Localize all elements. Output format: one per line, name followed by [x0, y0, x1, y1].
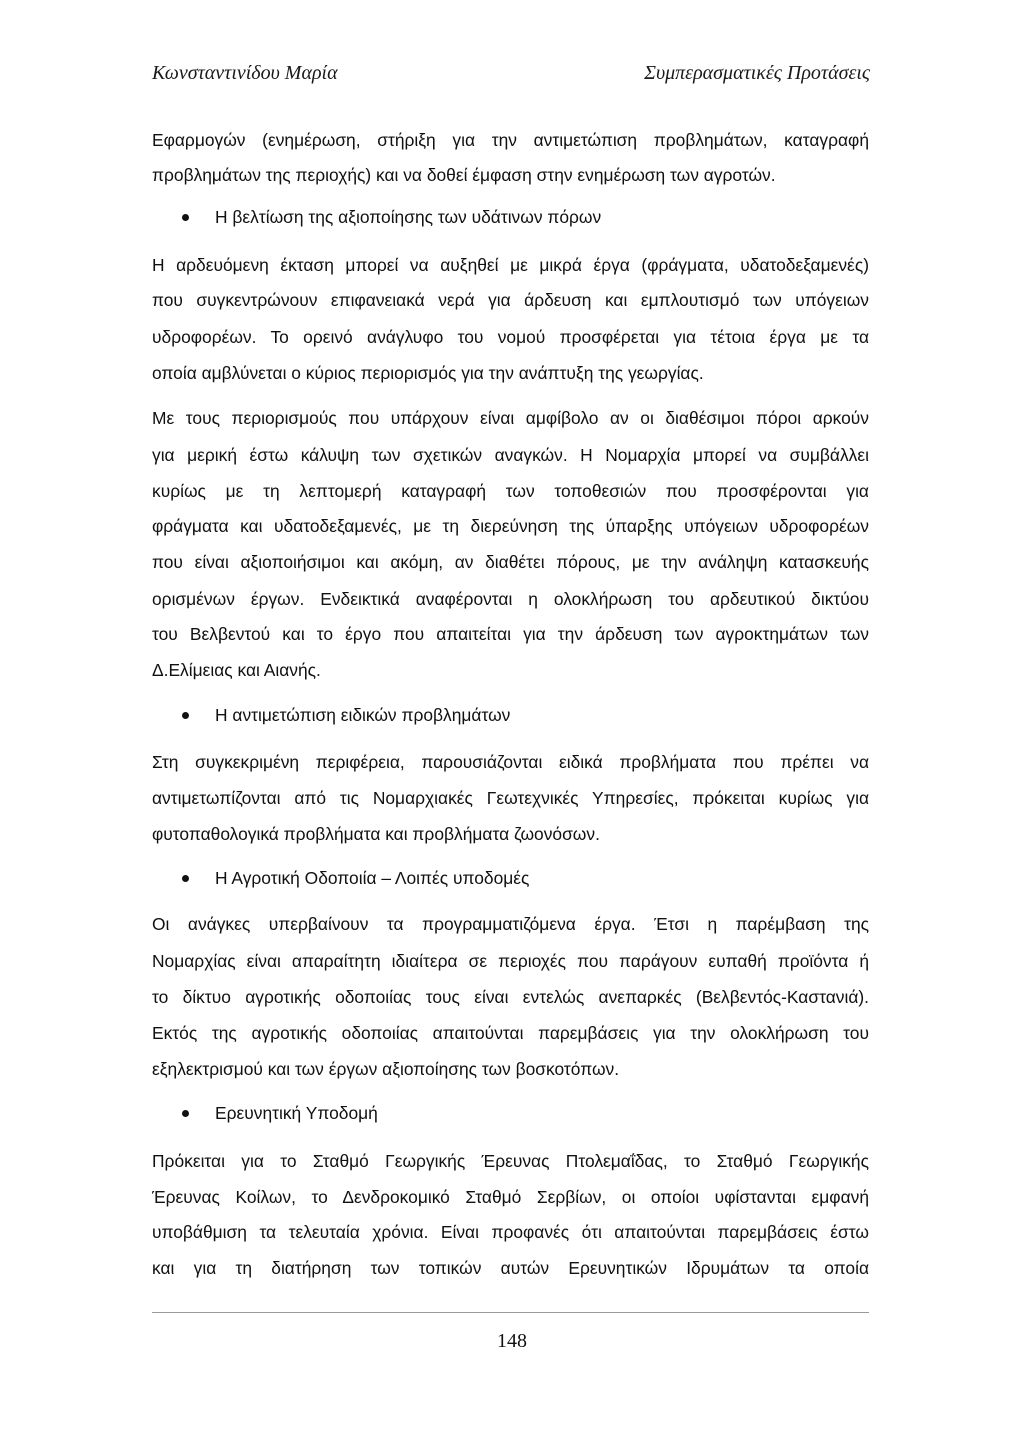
bullet-item-research-infrastructure: [178, 1101, 868, 1125]
para5-line-1: Οι ανάγκες υπερβαίνουν τα προγραμματιζόμενα έργα. Έτσι η παρέμβαση της: [152, 914, 869, 934]
para3-line-1: Με τους περιορισμούς που υπάρχουν είναι αμφίβολο αν οι διαθέσιμοι πόροι αρκούν: [152, 408, 869, 428]
para4-line-1: Στη συγκεκριμένη περιφέρεια, παρουσιάζονται ειδικά προβλήματα που πρέπει να: [152, 752, 869, 772]
para1-line-1: Εφαρμογών (ενημέρωση, στήριξη για την αντιμετώπιση προβλημάτων, καταγραφή: [152, 130, 869, 150]
bullet-label: Η αντιμετώπιση ειδικών προβλημάτων: [215, 705, 511, 725]
bullet-dot-icon: [182, 214, 189, 221]
header-section-title: Συμπερασματικές Προτάσεις: [644, 62, 870, 84]
para5-line-2: Νομαρχίας είναι απαραίτητη ιδιαίτερα σε περιοχές που παράγουν ευπαθή προϊόντα ή: [152, 951, 869, 971]
para5-line-3: το δίκτυο αγροτικής οδοποιίας τους είναι εντελώς ανεπαρκές (Βελβεντός-Καστανιά).: [152, 987, 869, 1007]
para2-line-4: οποία αμβλύνεται ο κύριος περιορισμός για την ανάπτυξη της γεωργίας.: [152, 363, 704, 383]
para6-line-4: και για τη διατήρηση των τοπικών αυτών Ερευνητικών Ιδρυμάτων τα οποία: [152, 1258, 869, 1278]
bullet-item-special-problems: [178, 703, 868, 727]
bullet-label: Ερευνητική Υποδομή: [215, 1103, 378, 1123]
para3-line-8: Δ.Ελίμειας και Αιανής.: [152, 660, 321, 680]
para2-line-2: που συγκεντρώνουν επιφανειακά νερά για άρδευση και εμπλουτισμό των υπόγειων: [152, 290, 869, 310]
para3-line-6: ορισμένων έργων. Ενδεικτικά αναφέρονται η ολοκλήρωση του αρδευτικού δικτύου: [152, 589, 869, 609]
para6-line-1: Πρόκειται για το Σταθμό Γεωργικής Έρευνας Πτολεμαΐδας, το Σταθμό Γεωργικής: [152, 1151, 869, 1171]
para4-line-3: φυτοπαθολογικά προβλήματα και προβλήματα ζωονόσων.: [152, 824, 600, 844]
para3-line-2: για μερική έστω κάλυψη των σχετικών αναγκών. Η Νομαρχία μπορεί να συμβάλλει: [152, 445, 869, 465]
para3-line-5: που είναι αξιοποιήσιμοι και ακόμη, αν διαθέτει πόρους, με την ανάληψη κατασκευής: [152, 552, 869, 572]
header-author: Κωνσταντινίδου Μαρία: [152, 62, 338, 84]
footer-divider: [152, 1312, 869, 1313]
para3-line-7: του Βελβεντού και το έργο που απαιτείται για την άρδευση των αγροκτημάτων των: [152, 624, 869, 644]
para5-line-5: εξηλεκτρισμού και των έργων αξιοποίησης των βοσκοτόπων.: [152, 1059, 620, 1079]
bullet-dot-icon: [182, 1110, 189, 1117]
bullet-item-rural-roads: [178, 866, 868, 890]
bullet-label: Η Αγροτική Οδοποιία – Λοιπές υποδομές: [215, 868, 530, 888]
para5-line-4: Εκτός της αγροτικής οδοποιίας απαιτούνται παρεμβάσεις για την ολοκλήρωση του: [152, 1023, 869, 1043]
para3-line-3: κυρίως με τη λεπτομερή καταγραφή των τοποθεσιών που προσφέρονται για: [152, 481, 869, 501]
bullet-label: Η βελτίωση της αξιοποίησης των υδάτινων πόρων: [215, 207, 602, 227]
para4-line-2: αντιμετωπίζονται από τις Νομαρχιακές Γεωτεχνικές Υπηρεσίες, πρόκειται κυρίως για: [152, 788, 869, 808]
para3-line-4: φράγματα και υδατοδεξαμενές, με τη διερεύνηση της ύπαρξης υπόγειων υδροφορέων: [152, 516, 869, 536]
para2-line-1: Η αρδευόμενη έκταση μπορεί να αυξηθεί με μικρά έργα (φράγματα, υδατοδεξαμενές): [152, 255, 869, 275]
para6-line-2: Έρευνας Κοίλων, το Δενδροκομικό Σταθμό Σερβίων, οι οποίοι υφίστανται εμφανή: [152, 1187, 869, 1207]
bullet-dot-icon: [182, 712, 189, 719]
page-number: 148: [497, 1330, 527, 1352]
para6-line-3: υποβάθμιση τα τελευταία χρόνια. Είναι προφανές ότι απαιτούνται παρεμβάσεις έστω: [152, 1222, 869, 1242]
para1-line-2: προβλημάτων της περιοχής) και να δοθεί έμφαση στην ενημέρωση των αγροτών.: [152, 165, 776, 185]
bullet-item-water-resources: [178, 205, 868, 229]
bullet-dot-icon: [182, 875, 189, 882]
para2-line-3: υδροφορέων. Το ορεινό ανάγλυφο του νομού προσφέρεται για τέτοια έργα με τα: [152, 327, 869, 347]
